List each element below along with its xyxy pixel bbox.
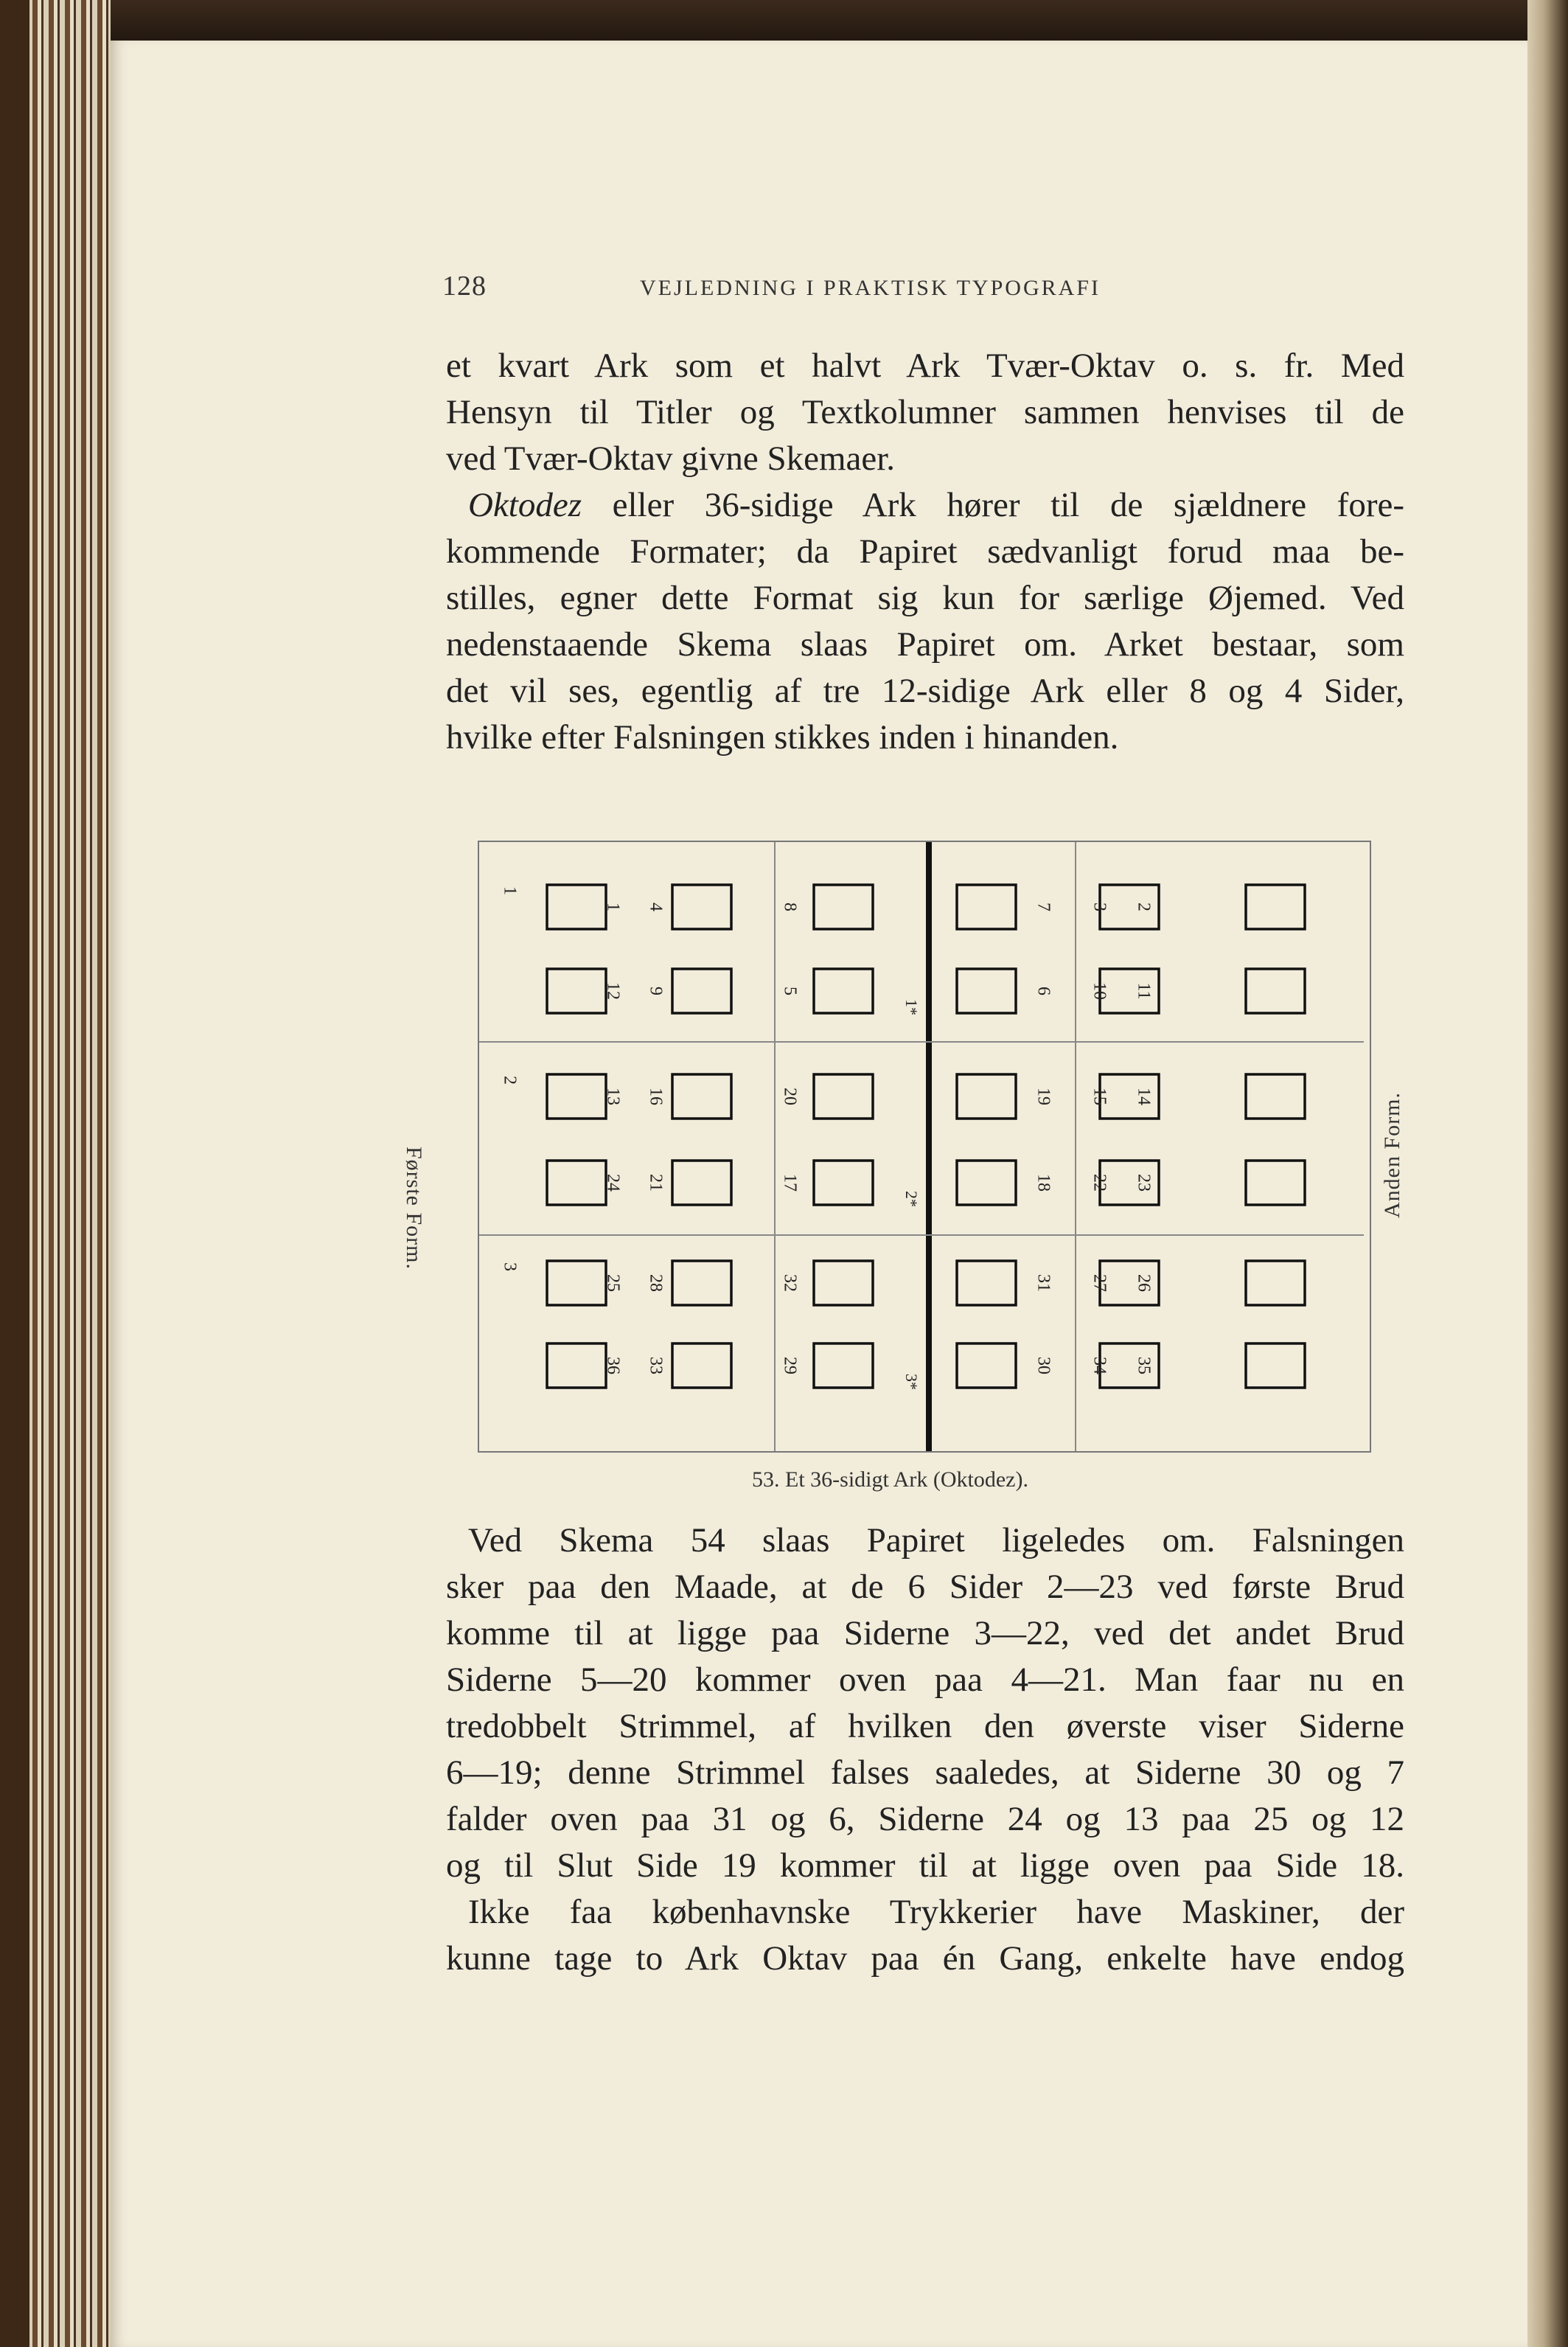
text-line: Siderne 5—20 kommer oven paa 4—21. Man faar nu en (446, 1661, 1404, 1699)
page-number-label: 1 (603, 903, 623, 911)
page-box (957, 1074, 1016, 1119)
page-number-label: 6 (1034, 987, 1053, 995)
page-number-label: 8 (780, 903, 800, 911)
page-number-label: 9 (646, 987, 666, 995)
page-number-label: 12 (603, 982, 623, 1000)
page-number-label: 31 (1034, 1274, 1053, 1292)
page-number-label: 19 (1034, 1088, 1053, 1105)
page-box (957, 885, 1016, 929)
text-line: komme til at ligge paa Siderne 3—22, ved det andet Brud (446, 1614, 1404, 1652)
text-line: kommende Formater; da Papiret sædvanligt forud maa be- (446, 532, 1404, 571)
page-box (547, 1343, 606, 1388)
sub-sheet-number: 2* (902, 1191, 921, 1207)
page-box (814, 1343, 873, 1388)
paragraph-1 (446, 343, 1404, 761)
text-line: et kvart Ark som et halvt Ark Tvær-Oktav o. s. fr. Med (446, 347, 1404, 385)
page-number-label: 15 (1090, 1088, 1109, 1105)
page-number-label: 27 (1090, 1274, 1109, 1292)
imposition-diagram (478, 841, 1371, 1453)
page-header (442, 273, 1415, 310)
page-number-label: 35 (1134, 1357, 1154, 1374)
paragraph-2-first-line (446, 482, 1404, 529)
page-box (1246, 1161, 1305, 1205)
sub-sheet-number: 1* (902, 999, 921, 1015)
text-line: Ikke faa københavnske Trykkerier have Maskiner, der (468, 1893, 1404, 1931)
page-number-label: 28 (646, 1274, 666, 1292)
book-cover-edge (0, 0, 29, 2347)
page-box (957, 1161, 1016, 1205)
page-number-label: 2 (1134, 903, 1154, 911)
left-form-label: Første Form. (402, 1147, 426, 1270)
text-line: og til Slut Side 19 kommer til at ligge oven paa Side 18. (446, 1846, 1404, 1885)
page-number-label: 21 (646, 1174, 666, 1192)
page-box (814, 1261, 873, 1305)
page-number-label: 26 (1134, 1274, 1154, 1292)
text-line: hvilke efter Falsningen stikkes inden i hinanden. (446, 718, 1119, 757)
page-box (547, 969, 606, 1013)
text-line: Hensyn til Titler og Textkolumner sammen henvises til de (446, 393, 1404, 431)
right-form-label: Anden Form. (1380, 1092, 1404, 1218)
page-number-label: 24 (603, 1174, 623, 1192)
page-box (814, 885, 873, 929)
page-number-label: 16 (646, 1088, 666, 1105)
page-grid (479, 842, 1373, 1454)
page-number-label: 13 (603, 1088, 623, 1105)
page-number-label: 20 (780, 1088, 800, 1105)
text-line: det vil ses, egentlig af tre 12-sidige Ark eller 8 og 4 Sider, (446, 672, 1404, 710)
page-number-label: 10 (1090, 982, 1109, 1000)
text-line: 6—19; denne Strimmel falses saaledes, at Siderne 30 og 7 (446, 1753, 1404, 1792)
page-number-label: 34 (1090, 1357, 1109, 1374)
page-number-label: 3 (1090, 903, 1109, 911)
page-number-label: 32 (780, 1274, 800, 1292)
page-fore-edge (1527, 0, 1568, 2347)
page-box (1246, 969, 1305, 1013)
page-box (957, 1343, 1016, 1388)
page-box (672, 1343, 731, 1388)
page-number-label: 33 (646, 1357, 666, 1374)
page-number-label: 7 (1034, 903, 1053, 911)
page-number-label: 22 (1090, 1174, 1109, 1192)
sheet-number: 1 (500, 886, 520, 895)
page-box (672, 1161, 731, 1205)
text-line: nedenstaaende Skema slaas Papiret om. Arket bestaar, som (446, 625, 1404, 664)
page-box (547, 1161, 606, 1205)
running-head: VEJLEDNING I PRAKTISK TYPOGRAFI (640, 276, 1101, 300)
page-box (814, 1161, 873, 1205)
page-box (957, 1261, 1016, 1305)
page-box (672, 1074, 731, 1119)
text-line-rest: eller 36-sidige Ark hører til de sjældnere fore- (582, 486, 1404, 524)
page-box (672, 1261, 731, 1305)
page-box (1246, 1074, 1305, 1119)
page-number-label: 4 (646, 903, 666, 911)
page-box (547, 1074, 606, 1119)
page-number-label: 5 (780, 987, 800, 995)
page-box (814, 969, 873, 1013)
page-number-label: 14 (1134, 1088, 1154, 1105)
page-box (1246, 1343, 1305, 1388)
page-box (1246, 885, 1305, 929)
page-box (547, 885, 606, 929)
sheet-number: 3 (500, 1262, 520, 1271)
page-number-label: 36 (603, 1357, 623, 1374)
page-box (1246, 1261, 1305, 1305)
text-line: stilles, egner dette Format sig kun for særlige Øjemed. Ved (446, 579, 1404, 617)
text-line: sker paa den Maade, at de 6 Sider 2—23 ved første Brud (446, 1568, 1404, 1606)
text-line: Ved Skema 54 slaas Papiret ligeledes om. Falsningen (468, 1521, 1404, 1560)
text-line: ved Tvær-Oktav givne Skemaer. (446, 439, 896, 478)
term-oktodez: Oktodez (468, 486, 582, 524)
page-number-label: 29 (780, 1357, 800, 1374)
page-box (547, 1261, 606, 1305)
page-box (814, 1074, 873, 1119)
page-box (672, 969, 731, 1013)
page-number-label: 11 (1134, 982, 1154, 1000)
paragraph-3 (446, 1517, 1404, 1982)
text-line: tredobbelt Strimmel, af hvilken den øverste viser Siderne (446, 1707, 1404, 1745)
page-number-label: 17 (780, 1174, 800, 1192)
sheet-number: 2 (500, 1076, 520, 1085)
page-number: 128 (442, 271, 487, 302)
page-number-label: 18 (1034, 1174, 1053, 1192)
text-line: kunne tage to Ark Oktav paa én Gang, enkelte have endog (446, 1939, 1404, 1978)
page-box (957, 969, 1016, 1013)
page-number-label: 25 (603, 1274, 623, 1292)
page-number-label: 23 (1134, 1174, 1154, 1192)
figure-caption: 53. Et 36-sidigt Ark (Oktodez). (752, 1467, 1028, 1492)
sub-sheet-number: 3* (902, 1374, 921, 1390)
page-number-label: 30 (1034, 1357, 1053, 1374)
text-line: falder oven paa 31 og 6, Siderne 24 og 13 paa 25 og 12 (446, 1800, 1404, 1838)
page-box (672, 885, 731, 929)
